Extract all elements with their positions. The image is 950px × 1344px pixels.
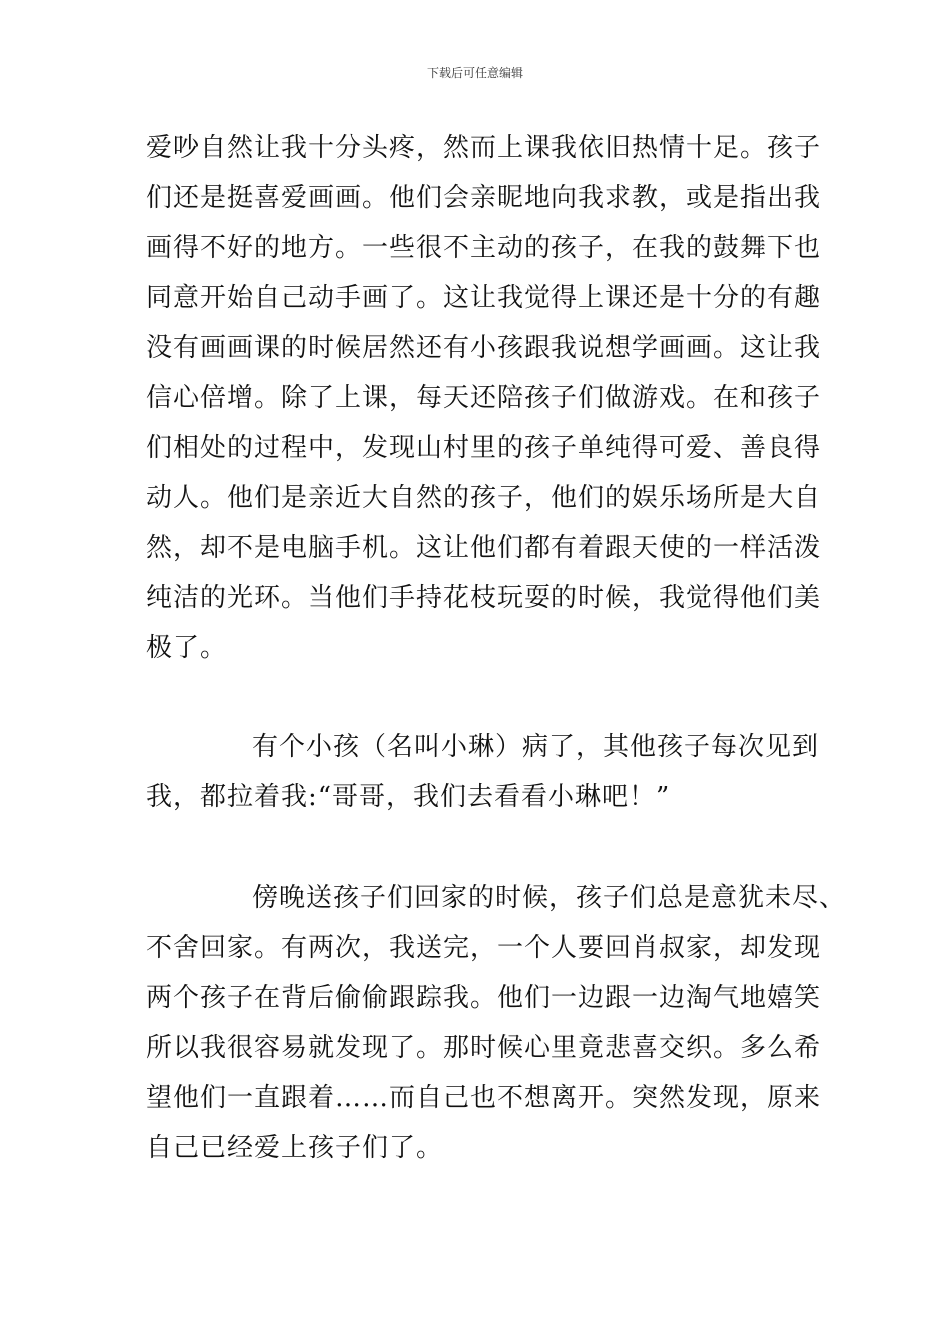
text-line: 我，都拉着我:“哥哥，我们去看看小琳吧！”	[146, 782, 671, 812]
text-line: 然，却不是电脑手机。这让他们都有着跟天使的一样活泼	[146, 533, 822, 563]
text-line: 们还是挺喜爱画画。他们会亲昵地向我求教，或是指出我	[146, 183, 822, 213]
page-header-note: 下载后可任意编辑	[426, 66, 523, 80]
text-line: 望他们一直跟着……而自己也不想离开。突然发现，原来	[146, 1083, 822, 1113]
text-line: 爱吵自然让我十分头疼，然而上课我依旧热情十足。孩子	[146, 133, 822, 163]
text-line: 不舍回家。有两次，我送完，一个人要回肖叔家，却发现	[146, 933, 822, 963]
text-line: 极了。	[146, 633, 228, 663]
text-line: 傍晚送孩子们回家的时候，孩子们总是意犹未尽、	[252, 883, 847, 913]
text-line: 自己已经爱上孩子们了。	[146, 1133, 444, 1163]
text-line: 们相处的过程中，发现山村里的孩子单纯得可爱、善良得	[146, 433, 822, 463]
text-line: 画得不好的地方。一些很不主动的孩子，在我的鼓舞下也	[146, 233, 822, 263]
text-line: 纯洁的光环。当他们手持花枝玩耍的时候，我觉得他们美	[146, 583, 822, 613]
text-line: 有个小孩（名叫小琳）病了，其他孩子每次见到	[252, 732, 820, 762]
text-line: 所以我很容易就发现了。那时候心里竟悲喜交织。多么希	[146, 1033, 822, 1063]
text-line: 动人。他们是亲近大自然的孩子，他们的娱乐场所是大自	[146, 483, 822, 513]
text-line: 两个孩子在背后偷偷跟踪我。他们一边跟一边淘气地嬉笑	[146, 983, 822, 1013]
text-line: 同意开始自己动手画了。这让我觉得上课还是十分的有趣	[146, 283, 822, 313]
text-line: 没有画画课的时候居然还有小孩跟我说想学画画。这让我	[146, 333, 822, 363]
text-line: 信心倍增。除了上课，每天还陪孩子们做游戏。在和孩子	[146, 383, 822, 413]
